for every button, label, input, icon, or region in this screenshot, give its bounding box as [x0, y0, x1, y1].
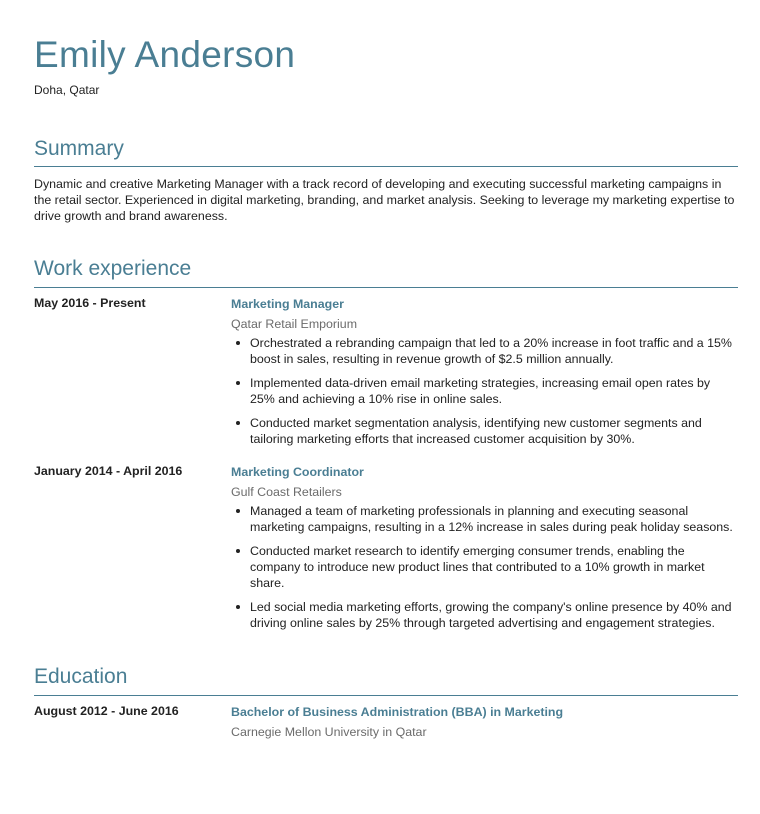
candidate-name: Emily Anderson: [34, 34, 296, 75]
job-details: [231, 296, 738, 455]
education-details: [231, 704, 738, 740]
education-dates: August 2012 - June 2016: [34, 704, 179, 718]
degree-title: Bachelor of Business Administration (BBA) in Marketing: [231, 705, 564, 719]
achievement-item: Implemented data-driven email marketing strategies, increasing email open rates by 25% and achieving a 10% rise in online sales.: [250, 375, 738, 407]
summary-divider: [34, 166, 738, 167]
candidate-location: Doha, Qatar: [34, 83, 100, 97]
school-name: Carnegie Mellon University in Qatar: [231, 725, 427, 739]
job-dates: January 2014 - April 2016: [34, 464, 183, 478]
job-dates: May 2016 - Present: [34, 296, 146, 310]
job-title: Marketing Coordinator: [231, 465, 364, 479]
achievement-item: Managed a team of marketing professionals in planning and executing seasonal marketing campaigns, resulting in a 12% increase in sales during peak holiday seasons.: [250, 503, 738, 535]
summary-heading: Summary: [34, 137, 124, 160]
education-heading: Education: [34, 665, 128, 688]
achievement-item: Orchestrated a rebranding campaign that led to a 20% increase in foot traffic and a 15% boost in sales, resulting in revenue growth of $2.5 million annually.: [250, 335, 738, 367]
work-experience-heading: Work experience: [34, 257, 192, 280]
achievement-item: Led social media marketing efforts, growing the company's online presence by 40% and driving online sales by 25% through targeted advertising and engagement strategies.: [250, 599, 738, 631]
job-title: Marketing Manager: [231, 297, 344, 311]
job-company: Qatar Retail Emporium: [231, 317, 358, 331]
job-achievements-list: [231, 335, 738, 447]
achievement-item: Conducted market segmentation analysis, identifying new customer segments and tailoring marketing efforts that increased customer acquisition by 30%.: [250, 415, 738, 447]
work-experience-divider: [34, 287, 738, 288]
job-achievements-list: [231, 503, 738, 631]
summary-text: Dynamic and creative Marketing Manager with a track record of developing and executing successful marketing campaigns in the retail sector. Experienced in digital marketing, branding, and market analysis. Seeking to leverage my marketing expertise to drive growth and brand awareness.: [34, 177, 735, 223]
education-divider: [34, 695, 738, 696]
job-details: [231, 464, 738, 639]
achievement-item: Conducted market research to identify emerging consumer trends, enabling the company to introduce new product lines that contributed to a 10% growth in market share.: [250, 543, 738, 591]
job-company: Gulf Coast Retailers: [231, 485, 342, 499]
